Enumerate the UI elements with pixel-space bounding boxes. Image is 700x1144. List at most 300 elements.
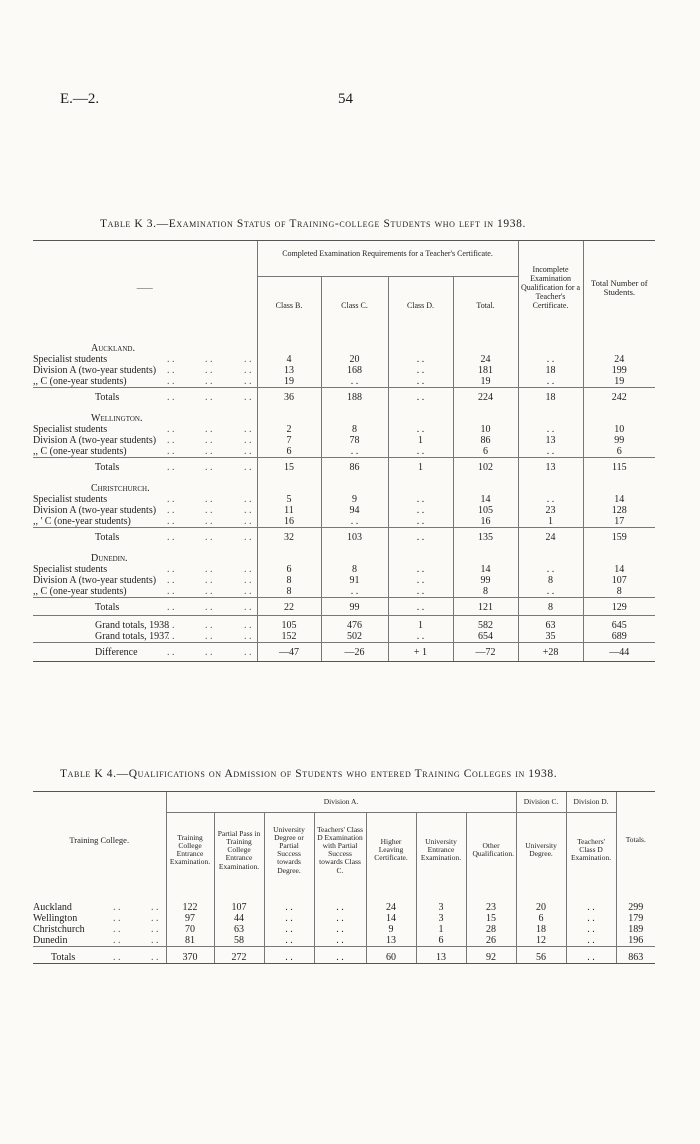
cell-b: 7 (257, 435, 321, 446)
cell-value: . . (314, 913, 366, 924)
cell-d: 1 (388, 435, 453, 446)
row-label: Division A (two-year students) (33, 434, 157, 446)
row-label: ,, C (one-year students) (33, 445, 127, 457)
cell-value: . . (314, 946, 366, 963)
leader-dots: . . (244, 630, 252, 642)
leader-dots: . . (113, 912, 121, 924)
table-row (33, 494, 655, 505)
cell-inc: 18 (518, 387, 583, 405)
leader-dots: . . (113, 934, 121, 946)
cell-value: . . (264, 913, 314, 924)
cell-c: 476 (321, 615, 388, 631)
leader-dots: . . (205, 423, 213, 435)
leader-dots: . . (205, 630, 213, 642)
cell-inc: 13 (518, 457, 583, 475)
col-class-d: Class D. (388, 277, 453, 335)
cell-total: 181 (453, 365, 518, 376)
cell-total: 102 (453, 457, 518, 475)
leader-dots: . . (167, 515, 175, 527)
table-k3-title-text: —Examination Status of Training-college Students who left in 1938. (156, 218, 526, 230)
table-k3-title (100, 218, 526, 230)
cell-value: 299 (616, 888, 655, 913)
cell-value: . . (566, 935, 616, 947)
cell-d: . . (388, 446, 453, 458)
cell-d: . . (388, 505, 453, 516)
totals-row (33, 387, 655, 405)
cell-b: 2 (257, 424, 321, 435)
cell-total: 99 (453, 575, 518, 586)
section-0 (33, 335, 655, 354)
leader-dots: . . (244, 531, 252, 543)
cell-value: . . (566, 946, 616, 963)
cell-value: 13 (366, 935, 416, 947)
cell-value: 189 (616, 924, 655, 935)
row-label: ,, C (one-year students) (33, 375, 127, 387)
cell-b: 4 (257, 354, 321, 365)
table-row (33, 935, 655, 947)
cell-tn: 115 (583, 457, 655, 475)
college-name: Wellington (33, 912, 78, 924)
leader-dots: . . (167, 364, 175, 376)
cell-c: . . (321, 516, 388, 528)
cell-inc: 35 (518, 631, 583, 643)
cell-value: 28 (466, 924, 516, 935)
cell-c: 188 (321, 387, 388, 405)
cell-value: 63 (214, 924, 264, 935)
cell-tn: 17 (583, 516, 655, 528)
cell-inc: 63 (518, 615, 583, 631)
cell-inc: . . (518, 564, 583, 575)
cell-value: 9 (366, 924, 416, 935)
cell-d: . . (388, 597, 453, 615)
cell-tn: 128 (583, 505, 655, 516)
leader-dots: . . (205, 574, 213, 586)
leader-dots: . . (167, 630, 175, 642)
cell-inc: 13 (518, 435, 583, 446)
cell-tn: 8 (583, 586, 655, 598)
leader-dots: . . (151, 923, 159, 935)
cell-tn: 242 (583, 387, 655, 405)
leader-dots: . . (167, 493, 175, 505)
cell-c: . . (321, 376, 388, 388)
college-name: Dunedin (33, 934, 68, 946)
cell-tn: 19 (583, 376, 655, 388)
row-label: Specialist students (33, 493, 108, 505)
cell-value: . . (566, 913, 616, 924)
table-row (33, 446, 655, 458)
cell-value: 6 (416, 935, 466, 947)
leader-dots: . . (244, 563, 252, 575)
row-label: Grand totals, 1937 (95, 630, 170, 642)
cell-value: 13 (416, 946, 466, 963)
cell-b: 6 (257, 446, 321, 458)
cell-c: 78 (321, 435, 388, 446)
cell-inc: 24 (518, 527, 583, 545)
table-row (33, 424, 655, 435)
cell-total: 654 (453, 631, 518, 643)
leader-dots: . . (167, 461, 175, 473)
cell-total: 6 (453, 446, 518, 458)
col-totals: Totals. (616, 792, 655, 888)
row-label: Division A (two-year students) (33, 504, 157, 516)
col-higher-leaving: Higher Leaving Certificate. (366, 813, 416, 888)
cell-b: 8 (257, 586, 321, 598)
cell-c: 99 (321, 597, 388, 615)
row-label: Division A (two-year students) (33, 574, 157, 586)
leader-dots: . . (205, 364, 213, 376)
cell-total: 86 (453, 435, 518, 446)
stub-header: —— (33, 241, 257, 335)
table-row (33, 575, 655, 586)
leader-dots: . . (167, 601, 175, 613)
cell-tn: 14 (583, 564, 655, 575)
leader-dots: . . (113, 901, 121, 913)
cell-total: 10 (453, 424, 518, 435)
cell-value: 3 (416, 913, 466, 924)
leader-dots: . . (205, 531, 213, 543)
leader-dots: . . (167, 375, 175, 387)
cell-d: . . (388, 387, 453, 405)
cell-value: 81 (166, 935, 214, 947)
cell-value: 196 (616, 935, 655, 947)
grand-totals-1937-row (33, 631, 655, 643)
cell-value: 24 (366, 888, 416, 913)
cell-value: 70 (166, 924, 214, 935)
table-row (33, 365, 655, 376)
table-row (33, 924, 655, 935)
leader-dots: . . (244, 585, 252, 597)
cell-value: 863 (616, 946, 655, 963)
cell-value: 18 (516, 924, 566, 935)
cell-c: 94 (321, 505, 388, 516)
totals-row (33, 597, 655, 615)
cell-d: . . (388, 376, 453, 388)
cell-b: 32 (257, 527, 321, 545)
cell-tn: 10 (583, 424, 655, 435)
leader-dots: . . (205, 461, 213, 473)
row-label: Totals (95, 461, 120, 473)
table-k4-title-prefix: Table K 4. (60, 768, 117, 780)
page-number: 54 (338, 91, 353, 107)
table-k3 (33, 240, 655, 662)
cell-inc: . . (518, 354, 583, 365)
col-class-b: Class B. (257, 277, 321, 335)
row-label: Specialist students (33, 563, 108, 575)
leader-dots: . . (205, 585, 213, 597)
cell-d: . . (388, 527, 453, 545)
leader-dots: . . (167, 445, 175, 457)
college-name: Totals (51, 951, 76, 963)
section-1 (33, 405, 655, 424)
cell-value: 3 (416, 888, 466, 913)
cell-value: 44 (214, 913, 264, 924)
leader-dots: . . (244, 353, 252, 365)
cell-total: 16 (453, 516, 518, 528)
cell-value: 23 (466, 888, 516, 913)
cell-b: 152 (257, 631, 321, 643)
cell-inc: . . (518, 586, 583, 598)
cell-d: . . (388, 575, 453, 586)
totals-row (33, 527, 655, 545)
cell-d: . . (388, 631, 453, 643)
cell-total: 105 (453, 505, 518, 516)
grand-totals-1938-row (33, 615, 655, 631)
leader-dots: . . (151, 901, 159, 913)
cell-value: 60 (366, 946, 416, 963)
leader-dots: . . (205, 375, 213, 387)
leader-dots: . . (151, 951, 159, 963)
difference-row (33, 642, 655, 661)
cell-value: . . (264, 924, 314, 935)
table-k4-title-text: —Qualifications on Admission of Students who entered Training Colleges in 1938. (116, 768, 558, 780)
cell-inc: 8 (518, 575, 583, 586)
table-row (33, 505, 655, 516)
cell-tn: —44 (583, 642, 655, 661)
leader-dots: . . (167, 504, 175, 516)
leader-dots: . . (244, 391, 252, 403)
cell-tn: 199 (583, 365, 655, 376)
leader-dots: . . (113, 923, 121, 935)
leader-dots: . . (244, 515, 252, 527)
cell-b: 8 (257, 575, 321, 586)
cell-total: 121 (453, 597, 518, 615)
cell-value: 20 (516, 888, 566, 913)
totals-row (33, 457, 655, 475)
cell-value: 14 (366, 913, 416, 924)
leader-dots: . . (244, 504, 252, 516)
row-label: Specialist students (33, 353, 108, 365)
cell-total: 14 (453, 564, 518, 575)
cell-tn: 645 (583, 615, 655, 631)
cell-tn: 129 (583, 597, 655, 615)
row-label: Specialist students (33, 423, 108, 435)
table-row (33, 888, 655, 913)
cell-b: 5 (257, 494, 321, 505)
leader-dots: . . (167, 423, 175, 435)
cell-inc: . . (518, 494, 583, 505)
table-row (33, 376, 655, 388)
cell-value: 6 (516, 913, 566, 924)
cell-d: . . (388, 365, 453, 376)
leader-dots: . . (244, 364, 252, 376)
leader-dots: . . (244, 461, 252, 473)
table-k4-title (60, 768, 557, 780)
cell-value: 15 (466, 913, 516, 924)
col-total: Total. (453, 277, 518, 335)
leader-dots: . . (113, 951, 121, 963)
leader-dots: . . (244, 646, 252, 658)
table-row (33, 564, 655, 575)
cell-c: 8 (321, 564, 388, 575)
leader-dots: . . (167, 434, 175, 446)
cell-c: 91 (321, 575, 388, 586)
col-teachers-class-d-partial: Teachers' Class D Examination with Partial Success towards Class C. (314, 813, 366, 888)
leader-dots: . . (205, 445, 213, 457)
cell-inc: . . (518, 376, 583, 388)
leader-dots: . . (205, 504, 213, 516)
cell-tn: 99 (583, 435, 655, 446)
leader-dots: . . (244, 601, 252, 613)
cell-inc: 18 (518, 365, 583, 376)
leader-dots: . . (167, 391, 175, 403)
row-label: Totals (95, 601, 120, 613)
row-label: Grand totals, 1938 (95, 619, 170, 631)
division-c-header: Division C. (516, 792, 566, 813)
section-heading: Dunedin. (91, 552, 128, 564)
row-label: Division A (two-year students) (33, 364, 157, 376)
row-label: ,, C (one-year students) (33, 585, 127, 597)
cell-value: . . (264, 946, 314, 963)
leader-dots: . . (244, 493, 252, 505)
leader-dots: . . (244, 445, 252, 457)
leader-dots: . . (244, 423, 252, 435)
cell-inc: . . (518, 424, 583, 435)
col-class-c: Class C. (321, 277, 388, 335)
cell-b: 13 (257, 365, 321, 376)
cell-c: —26 (321, 642, 388, 661)
cell-c: 502 (321, 631, 388, 643)
col-university-entrance: University Entrance Examination. (416, 813, 466, 888)
row-label: ,, ' C (one-year students) (33, 515, 131, 527)
cell-value: . . (314, 935, 366, 947)
cell-tn: 159 (583, 527, 655, 545)
cell-tn: 6 (583, 446, 655, 458)
cell-d: . . (388, 354, 453, 365)
leader-dots: . . (244, 619, 252, 631)
cell-d: . . (388, 564, 453, 575)
leader-dots: . . (205, 515, 213, 527)
cell-value: 370 (166, 946, 214, 963)
cell-inc: 1 (518, 516, 583, 528)
cell-total: 19 (453, 376, 518, 388)
cell-b: 6 (257, 564, 321, 575)
cell-c: 103 (321, 527, 388, 545)
cell-b: 16 (257, 516, 321, 528)
leader-dots: . . (151, 912, 159, 924)
table-row (33, 586, 655, 598)
leader-dots: . . (244, 375, 252, 387)
cell-b: 22 (257, 597, 321, 615)
row-label: Totals (95, 391, 120, 403)
cell-c: . . (321, 446, 388, 458)
cell-value: 1 (416, 924, 466, 935)
cell-d: . . (388, 424, 453, 435)
table-k4 (33, 791, 655, 964)
college-name: Auckland (33, 901, 72, 913)
leader-dots: . . (205, 646, 213, 658)
leader-dots: . . (244, 434, 252, 446)
cell-c: 168 (321, 365, 388, 376)
cell-inc: . . (518, 446, 583, 458)
section-3 (33, 545, 655, 564)
cell-value: 92 (466, 946, 516, 963)
row-label: Difference (95, 646, 138, 658)
table-row (33, 435, 655, 446)
table-row (33, 913, 655, 924)
col-entrance-exam: Training College Entrance Examination. (166, 813, 214, 888)
leader-dots: . . (167, 563, 175, 575)
table-k3-body (33, 335, 655, 662)
cell-value: . . (314, 924, 366, 935)
leader-dots: . . (167, 531, 175, 543)
leader-dots: . . (167, 646, 175, 658)
cell-b: 19 (257, 376, 321, 388)
cell-b: 105 (257, 615, 321, 631)
cell-tn: 14 (583, 494, 655, 505)
col-other-qualification: Other Qualification. (466, 813, 516, 888)
col-total-number: Total Number of Students. (583, 241, 655, 335)
cell-tn: 689 (583, 631, 655, 643)
table-row (33, 516, 655, 528)
cell-value: 107 (214, 888, 264, 913)
cell-c: 9 (321, 494, 388, 505)
cell-value: 26 (466, 935, 516, 947)
leader-dots: . . (151, 934, 159, 946)
leader-dots: . . (205, 563, 213, 575)
cell-c: 8 (321, 424, 388, 435)
cell-total: 582 (453, 615, 518, 631)
row-label: Totals (95, 531, 120, 543)
section-2 (33, 475, 655, 494)
col-incomplete: Incomplete Examination Qualification for a Teacher's Certificate. (518, 241, 583, 335)
totals-row (33, 946, 655, 963)
cell-value: 12 (516, 935, 566, 947)
leader-dots: . . (205, 619, 213, 631)
cell-total: 224 (453, 387, 518, 405)
section-heading: Wellington. (91, 412, 143, 424)
cell-b: 15 (257, 457, 321, 475)
leader-dots: . . (167, 353, 175, 365)
division-d-header: Division D. (566, 792, 616, 813)
cell-c: 20 (321, 354, 388, 365)
college-name: Christchurch (33, 923, 85, 935)
cell-value: 56 (516, 946, 566, 963)
cell-value: . . (566, 888, 616, 913)
leader-dots: . . (205, 493, 213, 505)
cell-c: 86 (321, 457, 388, 475)
cell-b: 11 (257, 505, 321, 516)
leader-dots: . . (205, 434, 213, 446)
cell-d: 1 (388, 615, 453, 631)
leader-dots: . . (167, 619, 175, 631)
table-k3-title-prefix: Table K 3. (100, 218, 157, 230)
cell-value: . . (264, 888, 314, 913)
cell-value: 272 (214, 946, 264, 963)
cell-inc: +28 (518, 642, 583, 661)
cell-total: 14 (453, 494, 518, 505)
cell-d: 1 (388, 457, 453, 475)
col-university-degree-partial: University Degree or Partial Success towards Degree. (264, 813, 314, 888)
section-heading: Auckland. (91, 342, 135, 354)
col-teachers-class-d: Teachers' Class D Examination. (566, 813, 616, 888)
cell-c: . . (321, 586, 388, 598)
completed-group-header: Completed Examination Requirements for a Teacher's Certificate. (257, 241, 518, 277)
cell-total: 8 (453, 586, 518, 598)
cell-d: + 1 (388, 642, 453, 661)
cell-b: —47 (257, 642, 321, 661)
leader-dots: . . (244, 574, 252, 586)
cell-value: . . (314, 888, 366, 913)
leader-dots: . . (205, 601, 213, 613)
cell-b: 36 (257, 387, 321, 405)
table-k4-body (33, 888, 655, 964)
cell-tn: 24 (583, 354, 655, 365)
cell-d: . . (388, 494, 453, 505)
division-a-header: Division A. (166, 792, 516, 813)
cell-inc: 8 (518, 597, 583, 615)
section-heading: Christchurch. (91, 482, 150, 494)
col-university-degree: University Degree. (516, 813, 566, 888)
